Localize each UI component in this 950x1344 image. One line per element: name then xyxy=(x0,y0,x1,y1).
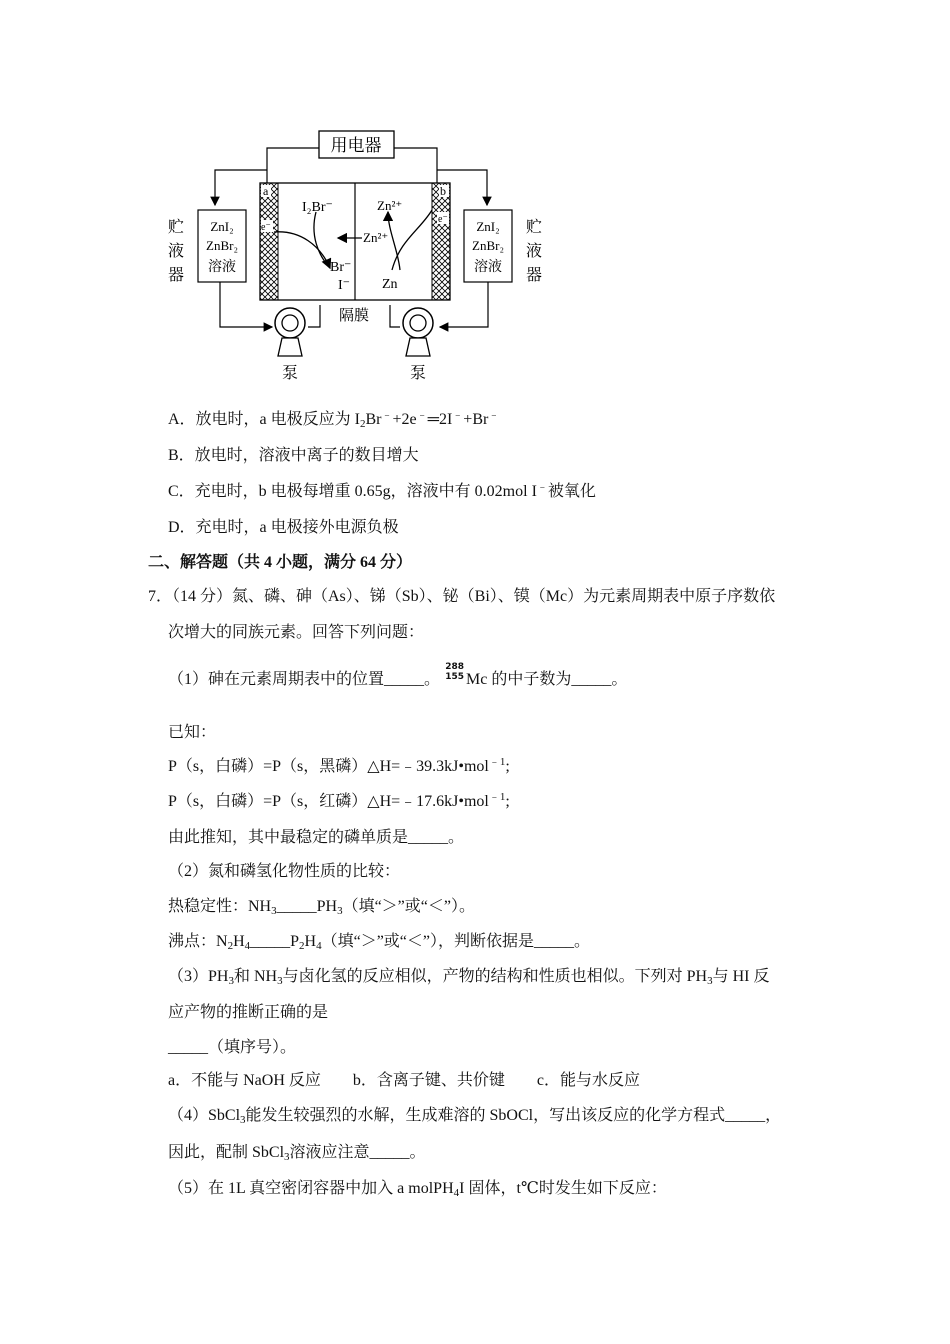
p4a: （4）SbCl xyxy=(168,1107,241,1124)
sub: 3 xyxy=(284,1151,290,1163)
tank-right-line2: ZnBr₂ xyxy=(472,238,504,253)
label-b: b xyxy=(440,184,446,198)
sub: 2 xyxy=(360,418,366,430)
p3b: 和 NH xyxy=(233,968,278,985)
pump-left xyxy=(275,308,305,382)
p5b: I 固体，t℃时发生如下反应： xyxy=(459,1180,667,1197)
ion-i2br: I₂Br⁻ xyxy=(302,200,333,215)
option-c-text: C．充电时，b 电极每增重 0.65g，溶液中有 0.02mol I xyxy=(168,483,537,500)
tank-left-line3: 溶液 xyxy=(208,259,236,275)
device-label: 用电器 xyxy=(330,136,382,156)
q7-part4-line2 xyxy=(168,1142,426,1164)
b1: 沸点：N xyxy=(168,933,228,950)
p3d: 与 HI 反 xyxy=(712,968,770,985)
atomic-number: 155 xyxy=(445,672,465,682)
tank-left-line2: ZnBr₂ xyxy=(206,238,238,253)
option-a-text: A．放电时，a 电极反应为 I xyxy=(168,411,360,428)
q7-part3-line2: 应产物的推断正确的是 xyxy=(168,1004,329,1021)
p5a: （5）在 1L 真空密闭容器中加入 a molPH xyxy=(168,1180,454,1197)
section-heading: 二、解答题（共 4 小题，满分 64 分） xyxy=(148,554,413,571)
sub: 3 xyxy=(271,905,277,917)
tank-label-char: 贮 xyxy=(168,217,185,236)
sup: ﹣ xyxy=(452,409,464,421)
eq1-end: ; xyxy=(505,758,510,775)
tank-label-char: 液 xyxy=(526,241,543,260)
electrode-a xyxy=(260,183,278,300)
sup: ﹣1 xyxy=(488,756,506,768)
sup: ﹣ xyxy=(381,409,393,421)
membrane-label: 隔膜 xyxy=(338,306,370,324)
q7-line1: 7．（14 分）氮、磷、砷（As）、锑（Sb）、铋（Bi）、镆（Mc）为元素周期表中原子序数依 xyxy=(148,588,776,605)
sup: ﹣ xyxy=(416,409,428,421)
q7-part4 xyxy=(168,1105,781,1127)
tank-right-label xyxy=(526,217,542,284)
known-label: 已知： xyxy=(168,724,217,741)
sup: ﹣1 xyxy=(488,791,506,803)
t2: _____PH xyxy=(276,898,338,915)
q7-part3 xyxy=(168,966,769,988)
sub: 3 xyxy=(337,905,343,917)
thermal-stability-line xyxy=(168,896,475,918)
option-a-text3: +2e xyxy=(392,411,417,428)
sub: 3 xyxy=(240,1114,246,1126)
zinc-label: Zn xyxy=(382,277,398,292)
boiling-point-line xyxy=(168,931,590,953)
sub: 4 xyxy=(453,1187,460,1199)
q7-part3-line3: _____（填序号）。 xyxy=(168,1039,297,1056)
eq2-text: P（s，白磷）=P（s，红磷）△H=﹣17.6kJ•mol xyxy=(168,793,489,810)
ion-zn2-top: Zn²⁺ xyxy=(377,198,403,213)
mass-number: 288 xyxy=(445,662,465,672)
option-c-text2: 被氧化 xyxy=(547,483,596,500)
p4b: 能发生较强烈的水解，生成难溶的 SbOCl，写出该反应的化学方程式_____， xyxy=(245,1107,782,1124)
sub: 4 xyxy=(316,940,322,952)
t3: （填“＞”或“＜”）。 xyxy=(342,898,475,915)
infer-line: 由此推知，其中最稳定的磷单质是_____。 xyxy=(168,829,465,846)
option-b: B．放电时，溶液中离子的数目增大 xyxy=(168,447,419,464)
electrode-b xyxy=(432,183,450,300)
sub: 3 xyxy=(707,975,713,987)
q7-part3-choices: a．不能与 NaOH 反应 b．含离子键、共价键 c．能与水反应 xyxy=(168,1072,640,1089)
p4c: 因此，配制 SbCl xyxy=(168,1144,285,1161)
sub: 3 xyxy=(228,975,234,987)
sup: ﹣ xyxy=(536,481,548,493)
equation-1 xyxy=(168,756,510,778)
p3a: （3）PH xyxy=(168,968,229,985)
option-a-text5: +Br xyxy=(463,411,489,428)
tank-right-line1: ZnI₂ xyxy=(476,219,500,234)
label-a: a xyxy=(263,184,269,198)
sub: 4 xyxy=(244,940,251,952)
option-a xyxy=(168,409,499,431)
tank-left-label xyxy=(168,217,184,284)
ion-br: Br⁻ xyxy=(330,260,352,275)
eq1-text: P（s，白磷）=P（s，黑磷）△H=﹣39.3kJ•mol xyxy=(168,758,489,775)
q7-part1 xyxy=(168,662,628,691)
nuclide-notation xyxy=(444,662,466,691)
q7-part1-text2: Mc 的中子数为_____。 xyxy=(466,671,628,688)
tank-label-char: 器 xyxy=(168,265,185,284)
pump-left-label: 泵 xyxy=(281,363,299,382)
tank-label-char: 液 xyxy=(168,241,185,260)
option-a-text4: ═2I xyxy=(427,411,453,428)
sup: ﹣ xyxy=(488,409,500,421)
b2: H xyxy=(233,933,245,950)
option-c xyxy=(168,481,596,503)
zinc-bromine-flow-battery-diagram xyxy=(160,120,560,390)
sub: 2 xyxy=(299,940,305,952)
tank-right-line3: 溶液 xyxy=(474,259,502,275)
q7-part5 xyxy=(168,1178,667,1200)
ion-zn2-mid: Zn²⁺ xyxy=(363,230,389,245)
t1: 热稳定性：NH xyxy=(168,898,272,915)
ion-i: I⁻ xyxy=(338,278,351,293)
electron-right: e⁻ xyxy=(438,214,448,225)
electron-left: e⁻ xyxy=(261,222,271,233)
pump-right xyxy=(403,308,433,382)
pump-right-label: 泵 xyxy=(409,363,427,382)
p4d: 溶液应注意_____。 xyxy=(289,1144,426,1161)
b4: H xyxy=(304,933,317,950)
b3: _____P xyxy=(250,933,300,950)
sub: 2 xyxy=(227,940,234,952)
option-d: D．充电时，a 电极接外电源负极 xyxy=(168,519,399,536)
p3c: 与卤化氢的反应相似，产物的结构和性质也相似。下列对 PH xyxy=(282,968,708,985)
option-a-text2: Br xyxy=(365,411,382,428)
sub: 3 xyxy=(277,975,283,987)
eq2-end: ; xyxy=(505,793,510,810)
q7-part1-text: （1）砷在元素周期表中的位置_____。 xyxy=(168,671,441,688)
equation-2 xyxy=(168,791,510,813)
q7-line2: 次增大的同族元素。回答下列问题： xyxy=(168,624,425,641)
tank-label-char: 贮 xyxy=(526,217,543,236)
tank-left-line1: ZnI₂ xyxy=(210,219,234,234)
tank-label-char: 器 xyxy=(526,265,543,284)
b5: （填“＞”或“＜”），判断依据是_____。 xyxy=(321,933,591,950)
q7-part2: （2）氮和磷氢化物性质的比较： xyxy=(168,863,401,880)
